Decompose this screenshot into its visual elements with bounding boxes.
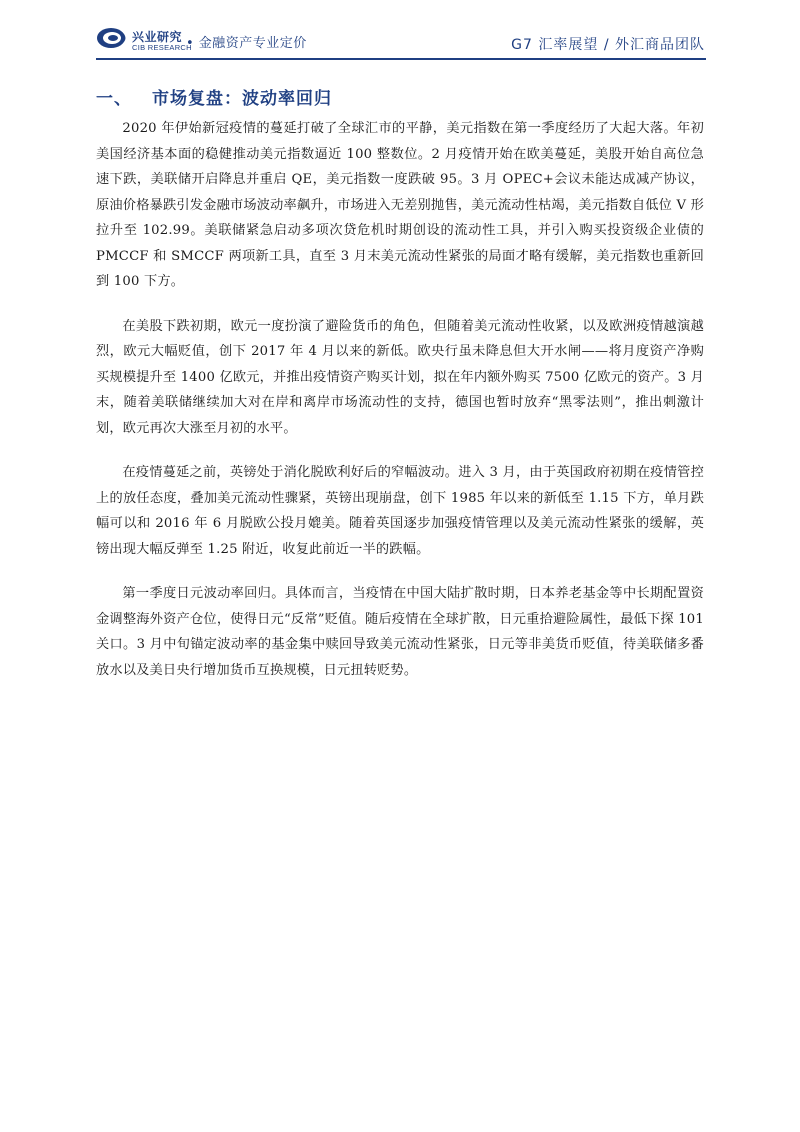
paragraph-gbp: 在疫情蔓延之前，英镑处于消化脱欧利好后的窄幅波动。进入 3 月，由于英国政府初期在疫情管控上的放任态度，叠加美元流动性骤紧，英镑出现崩盘，创下 1985 年以来的新低至 1.15 下方，单月跌幅可以和 2016 年 6 月脱欧公投月媲美。随着英国逐步加强疫情管理以及美元流动性紧张的缓解，英镑出现大幅反弹至 1.25 附近，收复此前近一半的跌幅。	[96, 465, 704, 557]
brand-name: 兴业研究	[132, 30, 183, 44]
paragraph-usd: 2020 年伊始新冠疫情的蔓延打破了全球汇市的平静，美元指数在第一季度经历了大起大落。年初美国经济基本面的稳健推动美元指数逼近 100 整数位。2 月疫情开始在欧美蔓延，美股开始自高位急速下跌，美联储开启降息并重启 QE，美元指数一度跌破 95。3 月 OPEC+会议未能达成减产协议，原油价格暴跌引发金融市场波动率飙升，市场进入无差别抛售，美元流动性枯竭，美元指数自低位 V 形拉升至 102.99。美联储紧急启动多项次贷危机时期创设的流动性工具，并引入购买投资级企业债的 PMCCF 和 SMCCF 两项新工具，直至 3 月末美元流动性紧张的局面才略有缓解，美元指数也重新回到 100 下方。	[96, 121, 704, 289]
section-number: 一、	[96, 89, 132, 109]
brand-name-en: CIB RESEARCH	[132, 43, 192, 52]
section-heading	[96, 84, 332, 109]
brand-tagline: • 金融资产专业定价	[186, 36, 307, 51]
report-title: G7 汇率展望 / 外汇商品团队	[511, 37, 705, 53]
section-title-text: 市场复盘：波动率回归	[152, 89, 332, 109]
cib-logo-icon	[96, 26, 130, 50]
header-divider	[96, 58, 706, 60]
paragraph-eur: 在美股下跌初期，欧元一度扮演了避险货币的角色，但随着美元流动性收紧，以及欧洲疫情越演越烈，欧元大幅贬值，创下 2017 年 4 月以来的新低。欧央行虽未降息但大开水闸——将月度资产净购买规模提升至 1400 亿欧元，并推出疫情资产购买计划，拟在年内额外购买 7500 亿欧元的资产。3 月末，随着美联储继续加大对在岸和离岸市场流动性的支持，德国也暂时放弃“黑零法则”，推出刺激计划，欧元再次大涨至月初的水平。	[96, 318, 704, 436]
page-header	[0, 0, 800, 64]
body-text	[96, 116, 704, 702]
paragraph-jpy: 第一季度日元波动率回归。具体而言，当疫情在中国大陆扩散时期，日本养老基金等中长期配置资金调整海外资产仓位，使得日元“反常”贬值。随后疫情在全球扩散，日元重拾避险属性，最低下探 101 关口。3 月中旬锚定波动率的基金集中赎回导致美元流动性紧张，日元等非美货币贬值，待美联储多番放水以及美日央行增加货币互换规模，日元扭转贬势。	[96, 586, 704, 678]
